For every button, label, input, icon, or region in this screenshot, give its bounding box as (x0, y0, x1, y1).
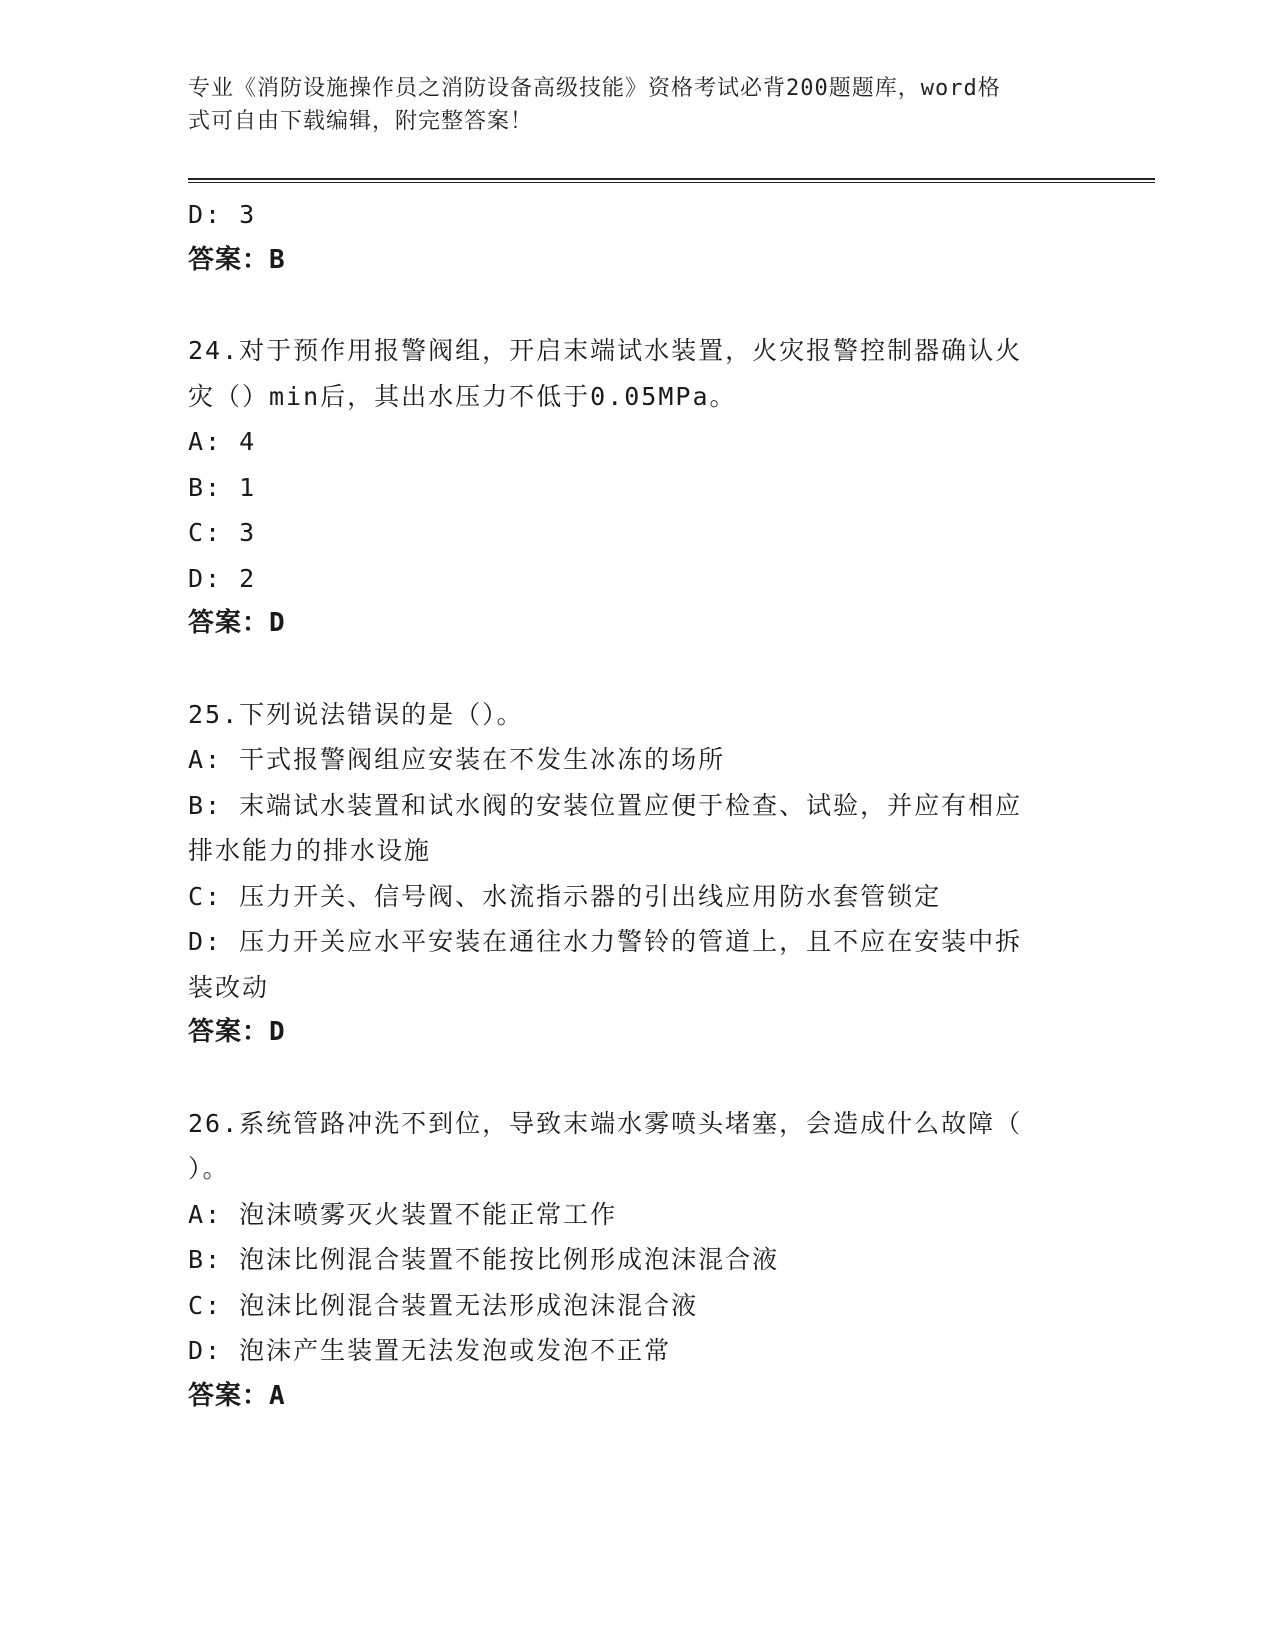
page-header (188, 72, 1068, 138)
prev-option-d: D: 3 (188, 200, 257, 229)
option-b: B: 末端试水装置和试水阀的安装位置应便于检查、试验，并应有相应 (188, 790, 1023, 820)
header-line-2: 式可自由下载编辑，附完整答案！ (188, 109, 534, 134)
spacer (188, 283, 1088, 328)
option-c: C: 泡沫比例混合装置无法形成泡沫混合液 (188, 1290, 699, 1320)
option-a: A: 4 (188, 427, 257, 456)
option-d-continued: 装改动 (188, 972, 270, 1002)
question-stem-continued: 灾（）min后，其出水压力不低于0.05MPa。 (188, 381, 737, 411)
prev-answer: 答案：B (188, 244, 286, 275)
question-stem-continued: ）。 (188, 1154, 230, 1183)
option-c: C: 3 (188, 518, 257, 547)
option-d: D: 压力开关应水平安装在通往水力警铃的管道上，且不应在安装中拆 (188, 927, 1023, 956)
question-content (188, 192, 1088, 1419)
option-a: A: 泡沫喷雾灭火装置不能正常工作 (188, 1199, 618, 1229)
spacer (188, 647, 1088, 692)
option-c: C: 压力开关、信号阀、水流指示器的引出线应用防水套管锁定 (188, 881, 942, 911)
question-stem: 26.系统管路冲洗不到位，导致末端水雾喷头堵塞，会造成什么故障（ (188, 1108, 1023, 1138)
question-24 (188, 328, 1088, 647)
question-stem: 24.对于预作用报警阀组，开启末端试水装置，火灾报警控制器确认火 (188, 336, 1023, 365)
option-d: D: 2 (188, 563, 257, 593)
option-b: B: 1 (188, 472, 257, 502)
answer: 答案：A (188, 1380, 286, 1411)
spacer (188, 1056, 1088, 1101)
header-line-1: 专业《消防设施操作员之消防设备高级技能》资格考试必背200题题库，word格 (188, 76, 1001, 101)
option-b-continued: 排水能力的排水设施 (188, 836, 432, 865)
question-stem: 25.下列说法错误的是（）。 (188, 699, 524, 729)
header-divider (188, 178, 1155, 183)
option-d: D: 泡沫产生装置无法发泡或发泡不正常 (188, 1336, 672, 1365)
answer: 答案：D (188, 1017, 286, 1047)
question-25 (188, 692, 1088, 1056)
answer: 答案：D (188, 608, 286, 638)
option-b: B: 泡沫比例混合装置不能按比例形成泡沫混合液 (188, 1245, 780, 1274)
option-a: A: 干式报警阀组应安装在不发生冰冻的场所 (188, 745, 726, 774)
question-26 (188, 1101, 1088, 1420)
